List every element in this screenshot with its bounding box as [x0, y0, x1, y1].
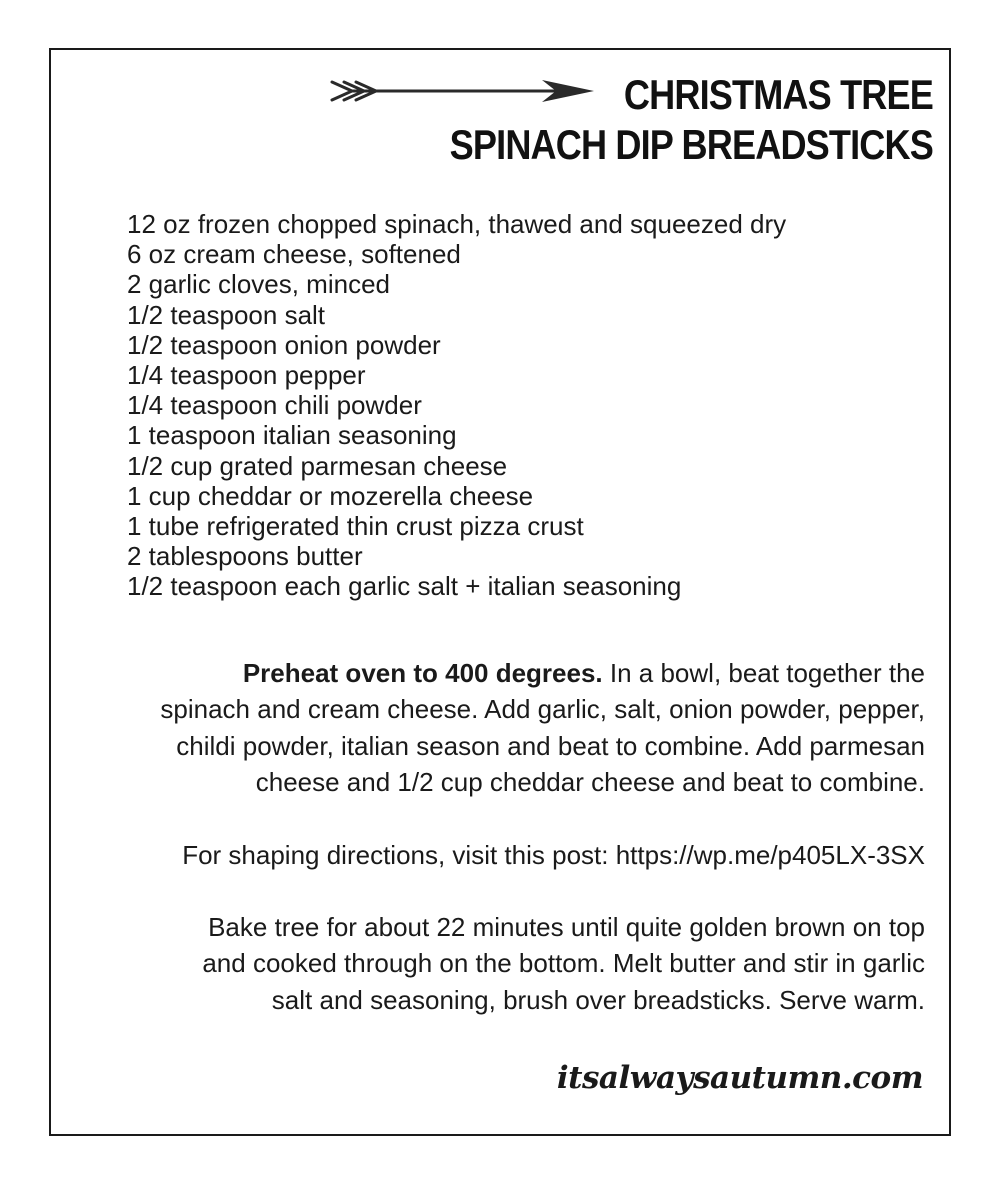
step-1-text: spinach and cream cheese. Add garlic, salt, onion powder, pepper, — [160, 694, 925, 725]
site-credit: itsalwaysautumn.com — [556, 1060, 923, 1096]
title-line-2: SPINACH DIP BREADSTICKS — [449, 121, 933, 168]
step-3-text: salt and seasoning, brush over breadsticks. Serve warm. — [271, 984, 925, 1015]
ingredient-item: 1/2 teaspoon each garlic salt + italian seasoning — [127, 571, 682, 602]
ingredient-item: 2 garlic cloves, minced — [127, 269, 390, 300]
title-line-1: CHRISTMAS TREE — [623, 71, 933, 118]
instructions-step-3 — [85, 909, 925, 1018]
instructions-step-1 — [85, 655, 925, 800]
ingredient-item: 1 cup cheddar or mozerella cheese — [127, 480, 534, 511]
ingredient-item: 12 oz frozen chopped spinach, thawed and squeezed dry — [127, 209, 787, 239]
step-3-text: Bake tree for about 22 minutes until quite golden brown on top — [208, 912, 925, 942]
ingredient-item: 1 teaspoon italian seasoning — [127, 420, 457, 451]
step-3-text: and cooked through on the bottom. Melt butter and stir in garlic — [202, 948, 925, 979]
ingredient-item: 1/2 cup grated parmesan cheese — [127, 450, 508, 481]
instructions-step-2 — [85, 837, 925, 873]
ingredient-item: 1 tube refrigerated thin crust pizza crust — [127, 511, 584, 542]
recipe-title — [450, 70, 933, 170]
ingredient-item: 6 oz cream cheese, softened — [127, 239, 461, 270]
ingredient-list — [127, 209, 786, 602]
step-1-text: childi powder, italian season and beat to combine. Add parmesan — [176, 730, 925, 761]
shaping-directions-link-text: For shaping directions, visit this post: https://wp.me/p405LX-3SX — [182, 840, 925, 870]
ingredient-item: 1/4 teaspoon chili powder — [127, 390, 422, 421]
ingredient-item: 1/2 teaspoon onion powder — [127, 329, 441, 360]
ingredient-item: 1/4 teaspoon pepper — [127, 360, 366, 391]
step-1-text: cheese and 1/2 cup cheddar cheese and beat to combine. — [255, 766, 925, 797]
ingredient-item: 2 tablespoons butter — [127, 541, 363, 572]
preheat-instruction: Preheat oven to 400 degrees. — [242, 658, 603, 688]
step-1-text: In a bowl, beat together the — [602, 658, 925, 688]
ingredient-item: 1/2 teaspoon salt — [127, 299, 326, 330]
